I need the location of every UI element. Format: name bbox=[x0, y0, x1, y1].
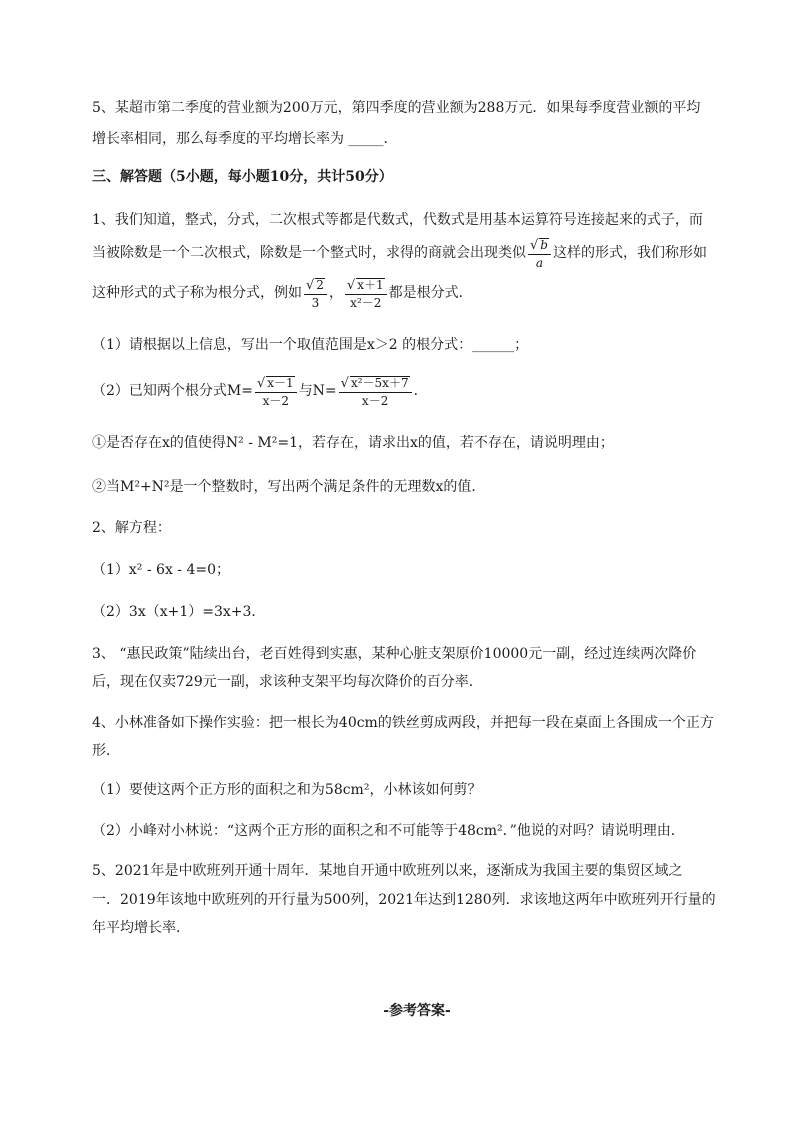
q1-line2-text-a: 当被除数是一个二次根式，除数是一个整式时，求得的商就会出现类似 bbox=[92, 245, 526, 261]
fraction-n bbox=[339, 376, 412, 407]
q1-line2 bbox=[92, 236, 707, 270]
example-separator: ， bbox=[328, 285, 343, 301]
radical-icon: √ bbox=[256, 375, 266, 391]
q2-part1: （1）x² - 6x - 4=0； bbox=[92, 562, 231, 578]
q2-title: 2、解方程： bbox=[92, 520, 171, 536]
q1-part2-end: ． bbox=[413, 383, 428, 399]
fill-q5-line2: 增长率相同，那么每季度的平均增长率为 _____． bbox=[92, 131, 398, 147]
q5-line3: 年平均增长率． bbox=[92, 920, 190, 936]
example-fraction-1 bbox=[304, 278, 327, 309]
radical-icon: √ bbox=[530, 237, 539, 253]
section-3-heading: 三、解答题（5小题，每小题10分，共计50分） bbox=[92, 169, 393, 185]
frac-numerator: x＋1 bbox=[357, 277, 384, 292]
radical-icon: √ bbox=[306, 277, 315, 293]
frac-denominator: a bbox=[535, 255, 544, 270]
fill-q5-line1: 5、某超市第二季度的营业额为200万元，第四季度的营业额为288万元．如果每季度营业额的平均 bbox=[92, 100, 701, 116]
q1-fraction-sqrt-b-over-a bbox=[528, 238, 551, 269]
frac-denominator: x－2 bbox=[361, 393, 389, 408]
q1-part1: （1）请根据以上信息，写出一个取值范围是x＞2 的根分式：______； bbox=[92, 337, 529, 353]
q1-part2-text-a: （2）已知两个根分式M= bbox=[92, 383, 253, 399]
q1-line1: 1、我们知道，整式，分式，二次根式等都是代数式，代数式是用基本运算符号连接起来的式子，而 bbox=[92, 212, 703, 228]
q2-part2: （2）3x（x+1）=3x+3． bbox=[92, 604, 266, 620]
q1-line2-text-b: 这样的形式，我们称形如 bbox=[552, 245, 707, 261]
q3-line2: 后，现在仅卖729元一副，求该种支架平均每次降价的百分率． bbox=[92, 674, 483, 690]
answer-title: -参考答案- bbox=[383, 1003, 451, 1019]
q4-part2: （2）小峰对小林说：“这两个正方形的面积之和不可能等于48cm²．”他说的对吗？请说明理由． bbox=[92, 823, 685, 839]
q4-line1: 4、小林准备如下操作实验：把一根长为40cm的铁丝剪成两段，并把每一段在桌面上各围成一个正方 bbox=[92, 715, 714, 731]
frac-denominator: x²－2 bbox=[350, 295, 382, 310]
frac-numerator: x－1 bbox=[267, 375, 294, 390]
q1-part2-mid: 与N= bbox=[298, 383, 337, 399]
q5-line1: 5、2021年是中欧班列开通十周年．某地自开通中欧班列以来，逐渐成为我国主要的集贸区域之 bbox=[92, 863, 683, 879]
q3-line1: 3、 “惠民政策”陆续出台，老百姓得到实惠，某种心脏支架原价10000元一副，经过连续两次降价 bbox=[92, 646, 697, 662]
q1-line3 bbox=[92, 276, 473, 310]
radical-icon: √ bbox=[340, 375, 349, 391]
frac-numerator: 2 bbox=[316, 277, 324, 292]
q1-part2 bbox=[92, 374, 428, 408]
q4-line2: 形． bbox=[92, 743, 120, 759]
q1-line3-text-b: 都是根分式． bbox=[388, 285, 473, 301]
radical-icon: √ bbox=[346, 277, 356, 293]
frac-denominator: x－2 bbox=[262, 393, 290, 408]
q1-sub2: ②当M²+N²是一个整数时，写出两个满足条件的无理数x的值． bbox=[92, 479, 486, 495]
q1-sub1: ①是否存在x的值使得N² - M²=1，若存在，请求出x的值，若不存在，请说明理由； bbox=[92, 435, 614, 451]
frac-denominator: 3 bbox=[311, 295, 320, 310]
frac-numerator: b bbox=[540, 237, 548, 252]
frac-numerator: x²－5x＋7 bbox=[350, 375, 409, 390]
q5-line2: 一．2019年该地中欧班列的开行量为500列，2021年达到1280列．求该地这两年中欧班列开行量的 bbox=[92, 892, 716, 908]
q4-part1: （1）要使这两个正方形的面积之和为58cm²，小林该如何剪？ bbox=[92, 782, 482, 798]
fraction-m bbox=[255, 376, 297, 407]
example-fraction-2 bbox=[345, 278, 387, 309]
q1-line3-text-a: 这种形式的式子称为根分式，例如 bbox=[92, 285, 302, 301]
